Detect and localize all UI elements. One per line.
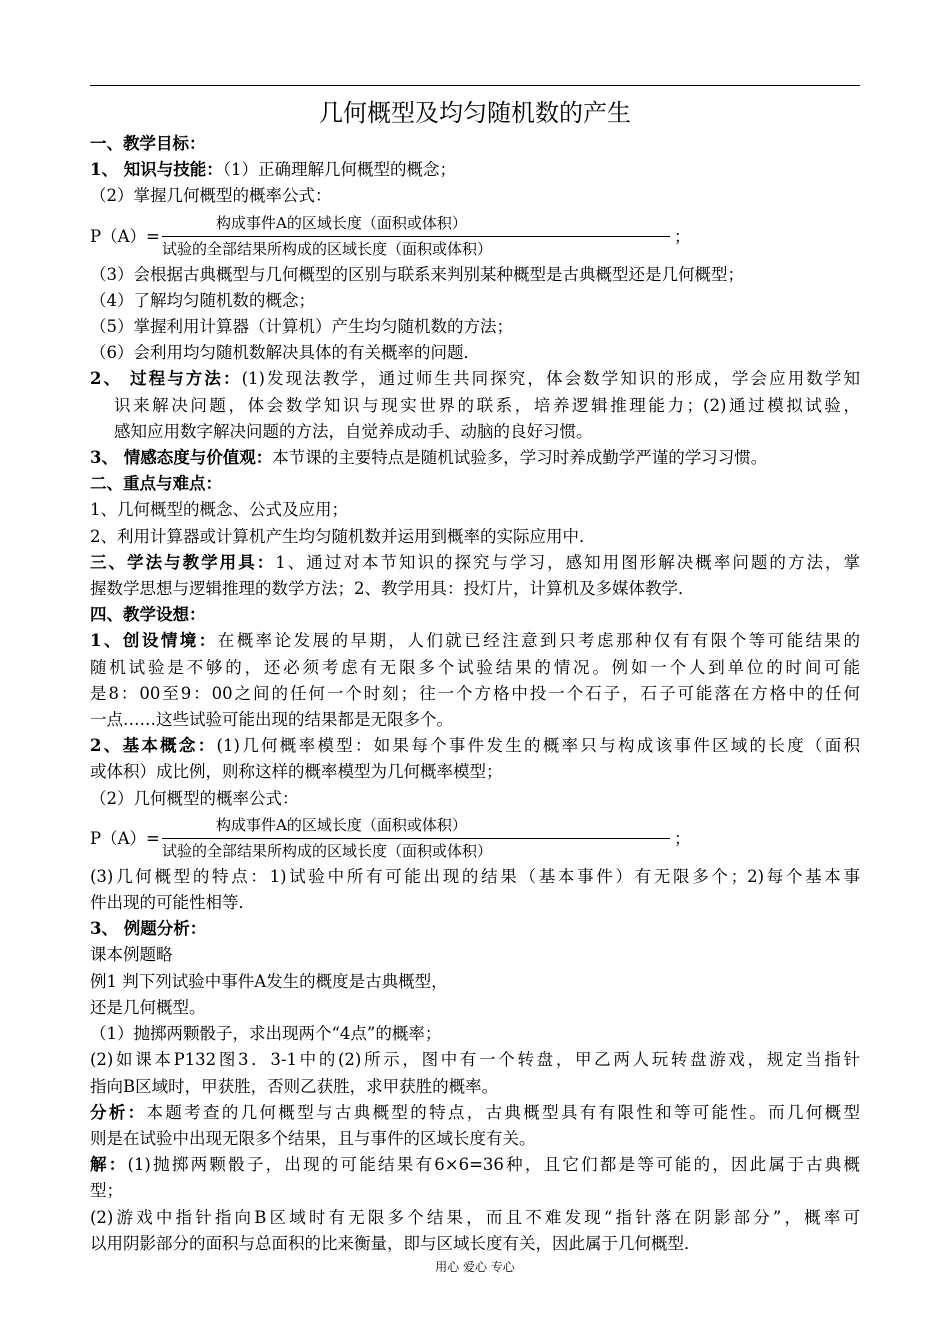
scenario-line: 随机试验是不够的，还必须考虑有无限多个试验结果的情况。例如一个人到单位的时间可能 <box>90 657 860 677</box>
solution-line: 型； <box>90 1181 123 1201</box>
analysis-line: 则是在试验中出现无限多个结果，且与事件的区域长度有关。 <box>90 1128 536 1148</box>
scenario-line: 一点……这些试验可能出现的结果都是无限多个。 <box>90 710 453 730</box>
key-point-item: 2、利用计算器或计算机产生均匀随机数并运用到概率的实际应用中． <box>90 526 596 546</box>
header-rule <box>90 85 860 86</box>
probability-formula <box>90 812 860 864</box>
section-heading-objectives: 一、教学目标： <box>90 134 206 153</box>
solution-line: 以用阴影部分的面积与总面积的比来衡量，即与区域长度有关，因此属于几何概型． <box>90 1233 701 1253</box>
process-method-line: 识来解决问题，体会数学知识与现实世界的联系，培养逻辑推理能力；(2)通过模拟试验， <box>114 395 860 415</box>
page-footer: 用心 爱心 专心 <box>435 1260 515 1274</box>
section-heading-methods: 三、学法与教学用具： <box>90 552 276 572</box>
objective-item: （2）掌握几何概型的概率公式： <box>90 186 332 206</box>
process-method-line: 感知应用数字解决问题的方法，自觉养成动手、动脑的良好习惯。 <box>114 421 593 441</box>
probability-formula <box>90 210 860 262</box>
objective-item: （6）会利用均匀随机数解决具体的有关概率的问题． <box>90 343 480 363</box>
objective-item: （5）掌握利用计算器（计算机）产生均匀随机数的方法； <box>90 317 513 337</box>
knowledge-skills-line <box>90 157 860 183</box>
fraction-bar <box>162 236 670 237</box>
concept-label: 2、基本概念： <box>90 736 217 756</box>
formula-numerator: 构成事件A的区域长度（面积或体积） <box>216 213 467 232</box>
analysis-line: 分析：本题考查的几何概型与古典概型的特点，古典概型具有有限性和等可能性。而几何概型 <box>90 1102 860 1122</box>
example-line: （1）抛掷两颗骰子，求出现两个“4点”的概率； <box>90 1024 442 1044</box>
example-heading: 3、 例题分析： <box>90 919 207 939</box>
solution-line: (2)游戏中指针指向B区域时有无限多个结果，而且不难发现“指针落在阴影部分”，概率可 <box>90 1207 860 1227</box>
example-line: (2)如课本P132图3．3-1中的(2)所示，图中有一个转盘，甲乙两人玩转盘游戏，规定当指针 <box>90 1050 860 1070</box>
formula-denominator: 试验的全部结果所构成的区域长度（面积或体积） <box>162 239 493 258</box>
section-heading-design: 四、教学设想： <box>90 605 206 625</box>
attitude-values-line: 3、 情感态度与价值观：本节课的主要特点是随机试验多，学习时养成勤学严谨的学习习惯。 <box>90 448 768 468</box>
objective-item: （4）了解均匀随机数的概念； <box>90 290 315 310</box>
key-point-item: 1、几何概型的概念、公式及应用； <box>90 500 348 520</box>
page-title: 几何概型及均匀随机数的产生 <box>319 99 631 127</box>
formula-lhs: P（A）= <box>90 226 160 246</box>
scenario-line: 1、创设情境：在概率论发展的早期，人们就已经注意到只考虑那种仅有有限个等可能结果的 <box>90 631 860 651</box>
document-body <box>90 131 860 1257</box>
fraction-bar <box>162 838 670 839</box>
formula-semicolon: ； <box>674 828 691 848</box>
objective-item: （3）会根据古典概型与几何概型的区别与联系来判别某种概型是古典概型还是几何概型； <box>90 264 744 284</box>
example-line: 还是几何概型。 <box>90 997 206 1017</box>
attitude-values-label: 3、 情感态度与价值观： <box>90 448 273 468</box>
formula-semicolon: ； <box>674 226 691 246</box>
scenario-label: 1、创设情境： <box>90 631 218 651</box>
concept-line: (3)几何概型的特点：1)试验中所有可能出现的结果（基本事件）有无限多个；2)每个基本事 <box>90 866 860 886</box>
knowledge-skills-label: 1、 知识与技能： <box>90 160 223 180</box>
solution-label: 解： <box>90 1155 128 1175</box>
scenario-line: 是8：00至9：00之间的任何一个时刻；往一个方格中投一个石子，石子可能落在方格中的任何 <box>90 683 860 703</box>
example-line: 例1 判下列试验中事件A发生的概度是古典概型， <box>90 971 448 991</box>
process-method-label: 2、 过程与方法： <box>90 369 242 389</box>
concept-line: 2、基本概念：(1)几何概率模型：如果每个事件发生的概率只与构成该事件区域的长度（面积 <box>90 736 860 756</box>
solution-line: 解：(1)抛掷两颗骰子，出现的可能结果有6×6=36种，且它们都是等可能的，因此属于古典概 <box>90 1155 860 1175</box>
formula-denominator: 试验的全部结果所构成的区域长度（面积或体积） <box>162 841 493 860</box>
analysis-label: 分析： <box>90 1102 147 1122</box>
example-line: 指向B区域时，甲获胜，否则乙获胜，求甲获胜的概率。 <box>90 1076 499 1096</box>
example-line: 课本例题略 <box>90 945 173 965</box>
knowledge-skills-text: （1）正确理解几何概型的概念； <box>222 160 456 180</box>
methods-tools-line: 握数学思想与逻辑推理的数学方法；2、教学用具：投灯片，计算机及多媒体教学． <box>90 579 695 599</box>
formula-lhs: P（A）= <box>90 828 160 848</box>
concept-line: 或体积）成比例，则称这样的概率模型为几何概率模型； <box>90 762 503 782</box>
concept-line: （2）几何概型的概率公式： <box>90 788 299 808</box>
process-method-line: 2、 过程与方法：(1)发现法教学，通过师生共同探究，体会数学知识的形成，学会应用数学知 <box>90 369 860 389</box>
formula-numerator: 构成事件A的区域长度（面积或体积） <box>216 815 467 834</box>
section-heading-key-points: 二、重点与难点： <box>90 474 222 494</box>
methods-tools-line: 三、学法与教学用具：1、通过对本节知识的探究与学习，感知用图形解决概率问题的方法，掌 <box>90 552 860 572</box>
concept-line: 件出现的可能性相等． <box>90 893 255 913</box>
